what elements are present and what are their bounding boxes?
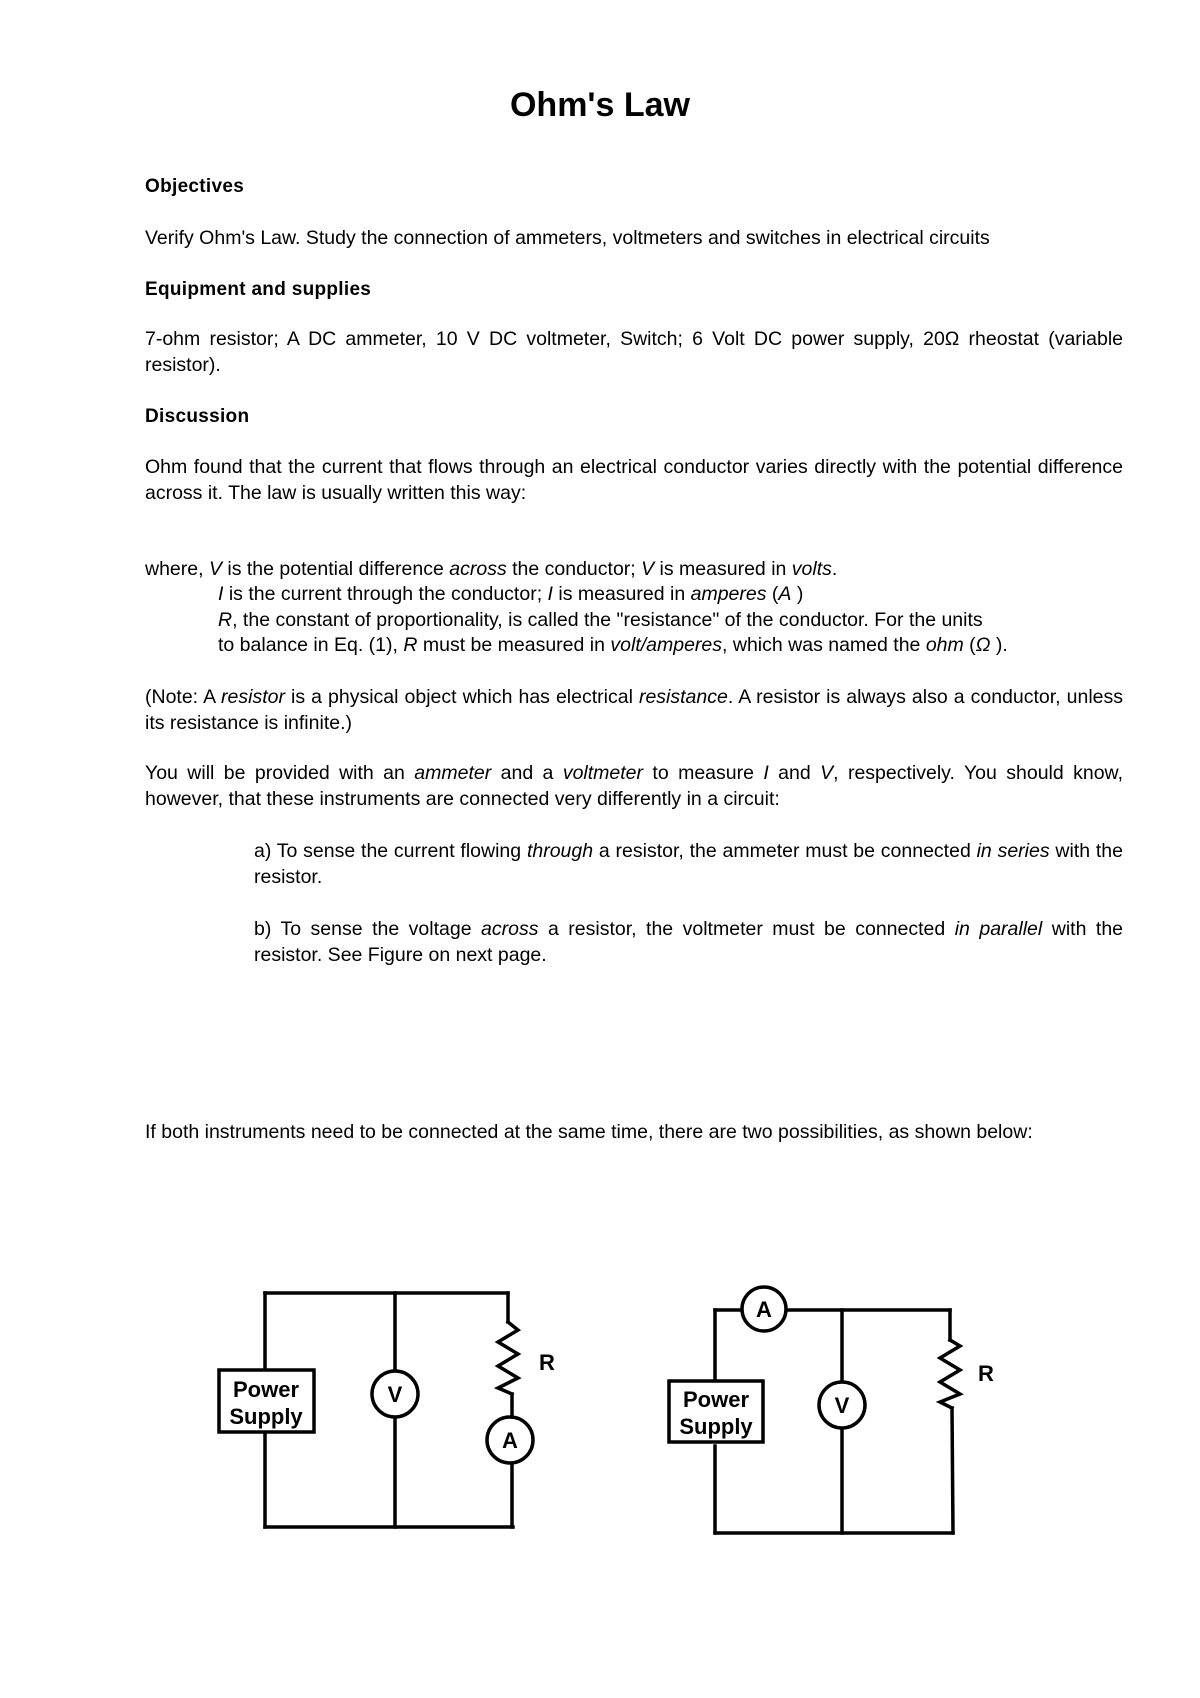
right-voltmeter-label: V	[834, 1393, 850, 1418]
current-line: I is the current through the conductor; I is measured in amperes (A )	[218, 583, 804, 605]
note-paragraph: (Note: A resistor is a physical object which has electrical resistance. A resistor is always also a conductor, unless its resistance is infinite.)	[145, 686, 1123, 734]
right-power-label-1: Power	[682, 1387, 750, 1412]
page-title: Ohm's Law	[509, 86, 690, 124]
right-resistor-lead-bottom	[952, 1408, 953, 1533]
resistance-line-2: to balance in Eq. (1), R must be measured in volt/amperes, which was named the ohm (Ω ).	[218, 634, 1008, 656]
right-resistor-label: R	[978, 1361, 994, 1386]
discussion-intro: Ohm found that the current that flows through an electrical conductor varies directly with the potential difference across it. The law is usually written this way:	[145, 456, 1123, 504]
discussion-heading: Discussion	[145, 406, 250, 427]
item-a: a) To sense the current flowing through a resistor, the ammeter must be connected in series with the resistor.	[254, 840, 1123, 888]
left-ammeter-label: A	[502, 1428, 518, 1453]
right-ammeter-label: A	[756, 1297, 772, 1322]
left-voltmeter-label: V	[387, 1382, 403, 1407]
instruments-paragraph: You will be provided with an ammeter and a voltmeter to measure I and V, respectively. You should know, however, that these instruments are connected very differently in a circuit:	[145, 762, 1123, 810]
resistance-line-1: R, the constant of proportionality, is called the "resistance" of the conductor. For the units	[218, 609, 983, 631]
right-power-label-2: Supply	[679, 1414, 753, 1439]
where-line: where, V is the potential difference across the conductor; V is measured in volts.	[145, 558, 838, 580]
left-power-label-1: Power	[232, 1377, 300, 1402]
left-power-label-2: Supply	[229, 1404, 303, 1429]
left-resistor-label: R	[539, 1350, 555, 1375]
left-resistor-zigzag	[498, 1322, 518, 1394]
equipment-heading: Equipment and supplies	[145, 279, 372, 300]
item-b: b) To sense the voltage across a resistor, the voltmeter must be connected in parallel with the resistor. See Figure on next page.	[254, 918, 1124, 966]
equipment-text: 7-ohm resistor; A DC ammeter, 10 V DC voltmeter, Switch; 6 Volt DC power supply, 20Ω rheostat (variable resistor).	[145, 328, 1123, 376]
objectives-text: Verify Ohm's Law. Study the connection of ammeters, voltmeters and switches in electrical circuits	[145, 227, 990, 249]
objectives-heading: Objectives	[145, 176, 245, 197]
both-paragraph: If both instruments need to be connected at the same time, there are two possibilities, as shown below:	[145, 1121, 1033, 1143]
right-resistor-zigzag	[940, 1340, 960, 1408]
